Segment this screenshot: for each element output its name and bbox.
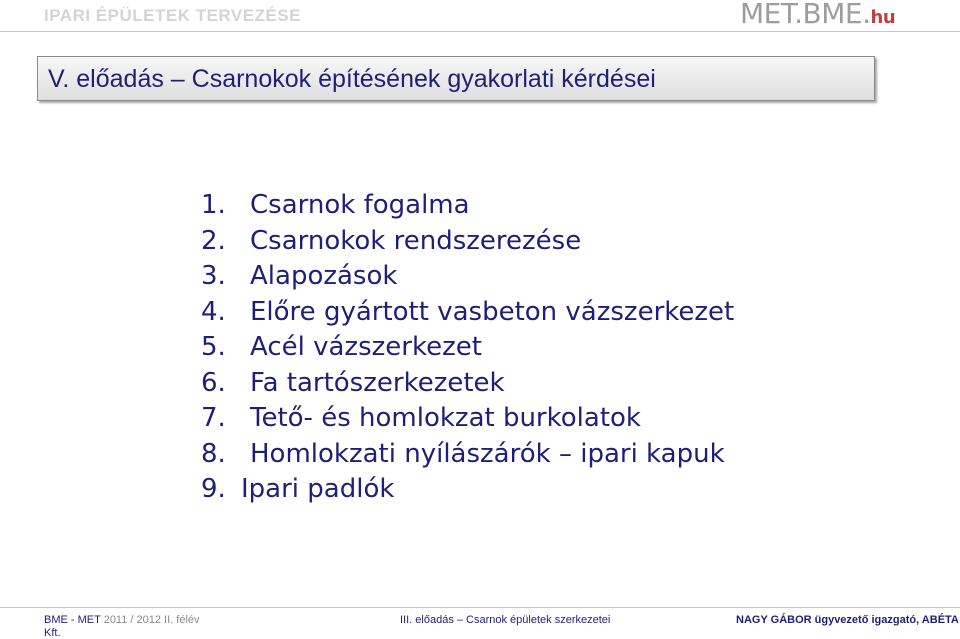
- slide-title: V. előadás – Csarnokok építésének gyakorlati kérdései: [48, 65, 656, 93]
- agenda-item-text: Alapozások: [250, 261, 398, 291]
- logo-hu: hu: [870, 7, 896, 28]
- course-title: IPARI ÉPÜLETEK TERVEZÉSE: [44, 6, 301, 25]
- footer-lecture: III. előadás – Csarnok épületek szerkezetei: [400, 614, 611, 626]
- agenda-item-text: Tető- és homlokzat burkolatok: [250, 403, 641, 433]
- agenda-item: [201, 188, 734, 224]
- agenda-item: [201, 472, 734, 508]
- agenda-item-number: 5.: [201, 332, 226, 362]
- logo-bme: BME: [802, 0, 863, 30]
- agenda-item-number: 1.: [201, 190, 226, 220]
- logo-dot-2: .: [862, 0, 871, 30]
- footer-author-continued: Kft.: [44, 627, 61, 639]
- agenda-item-text: Homlokzati nyílászárók – ipari kapuk: [250, 438, 725, 469]
- logo-dot: .: [794, 0, 803, 30]
- agenda-item-text: Fa tartószerkezetek: [250, 367, 505, 398]
- agenda-item: [201, 295, 734, 331]
- footer-left: [44, 614, 200, 626]
- agenda-item-number: 9.: [201, 474, 226, 504]
- agenda-item-number: 7.: [201, 403, 226, 433]
- agenda-item: [201, 401, 734, 437]
- slide-title-box: [37, 56, 875, 101]
- agenda-item-text: Előre gyártott vasbeton vázszerkezet: [250, 296, 735, 327]
- agenda-item-number: 6.: [201, 367, 226, 398]
- agenda-item: [201, 224, 734, 260]
- agenda-item-text: Acél vázszerkezet: [250, 332, 482, 362]
- agenda-list: [201, 188, 734, 508]
- logo-met: MET: [740, 0, 795, 30]
- agenda-item-number: 4.: [201, 296, 226, 327]
- agenda-item: [201, 330, 734, 366]
- footer-semester: 2011 / 2012 II. félév: [100, 614, 200, 626]
- agenda-item: [201, 437, 734, 473]
- header-divider: [0, 31, 960, 32]
- footer-divider: [0, 607, 960, 608]
- agenda-item-number: 8.: [201, 438, 226, 469]
- slide-header: [0, 0, 960, 32]
- footer-author: NAGY GÁBOR ügyvezető igazgató, ABÉTA: [736, 614, 959, 626]
- agenda-item: [201, 259, 734, 295]
- agenda-item-text: Ipari padlók: [241, 474, 395, 504]
- met-bme-logo: [740, 0, 895, 30]
- agenda-item-number: 2.: [201, 225, 226, 256]
- agenda-item-text: Csarnokok rendszerezése: [250, 225, 582, 256]
- footer-org: BME - MET: [44, 614, 101, 626]
- agenda-item-text: Csarnok fogalma: [250, 190, 470, 220]
- agenda-item-number: 3.: [201, 261, 226, 291]
- agenda-item: [201, 366, 734, 402]
